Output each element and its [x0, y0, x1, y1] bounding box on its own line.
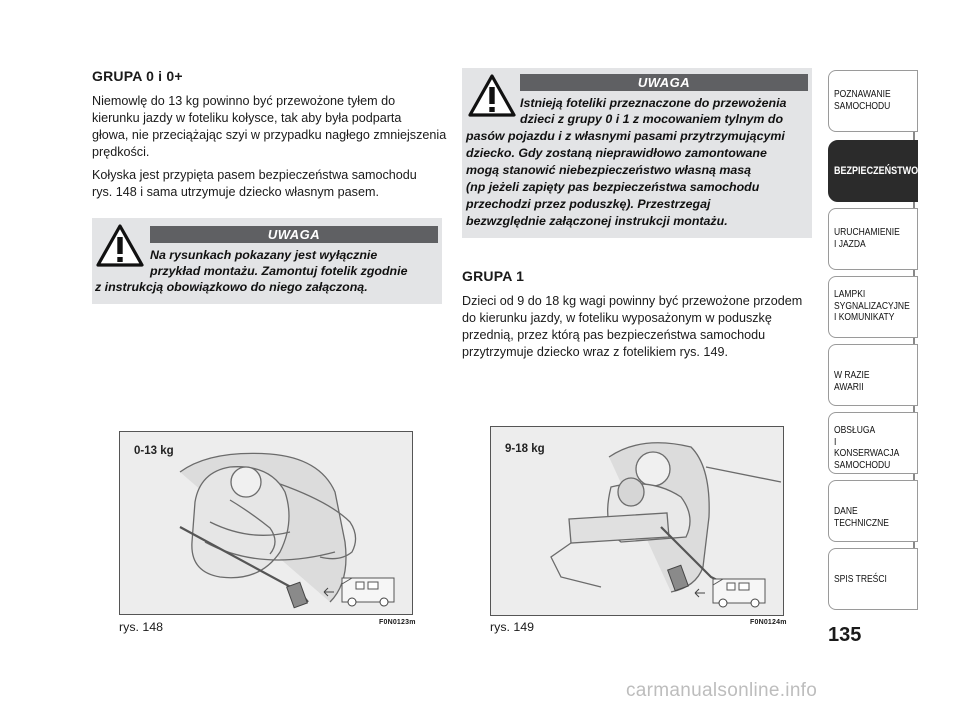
tab-label: SPIS TREŚCI — [834, 574, 887, 585]
text-line: Niemowlę do 13 kg powinno być przewożone tyłem do — [92, 94, 396, 108]
tab-label: OBSŁUGA I KONSERWACJA SAMOCHODU — [834, 425, 900, 471]
warning-triangle-icon — [468, 74, 516, 123]
text-line: do kierunku jazdy, w foteliku wyposażonym w poduszkę — [462, 311, 772, 325]
warning-line: przechodzi przez poduszkę). Przestrzegaj — [466, 197, 711, 211]
warning-line: Na rysunkach pokazany jest wyłącznie — [150, 248, 378, 262]
tab-label: W RAZIE AWARII — [834, 370, 870, 393]
infant-carrier-illustration — [120, 432, 412, 614]
child-seat-illustration — [491, 427, 783, 615]
warning-title: UWAGA — [520, 74, 808, 91]
page-number: 135 — [828, 624, 862, 646]
watermark: carmanualsonline.info — [626, 680, 818, 701]
figure-148-caption: rys. 148 — [119, 620, 164, 634]
warning-title: UWAGA — [150, 226, 438, 243]
figure-148-infant-carrier — [119, 431, 413, 615]
tab-label: BEZPIECZEŃSTWO — [834, 165, 919, 177]
tab-spis-tresci[interactable] — [828, 548, 918, 610]
van-icon — [695, 579, 765, 607]
tab-dane-techniczne[interactable] — [828, 480, 918, 542]
text-line: przednią, przez którą pas bezpieczeństwa samochodu — [462, 328, 766, 342]
text-line: Dzieci od 9 do 18 kg wagi powinny być przewożone przodem — [462, 294, 803, 308]
warning-triangle-icon — [96, 224, 144, 273]
tab-bezpieczenstwo[interactable] — [828, 140, 918, 202]
figure-148-code: F0N0123m — [379, 619, 416, 626]
figure-149-caption: rys. 149 — [490, 620, 535, 634]
warning-box-left — [92, 218, 442, 304]
text-line: kierunku jazdy w foteliku kołysce, tak aby była podparta — [92, 111, 402, 125]
group-0-heading: GRUPA 0 i 0+ — [92, 68, 183, 84]
weight-label: 9-18 kg — [505, 443, 545, 455]
warning-line: dziecko. Gdy zostaną nieprawidłowo zamontowane — [466, 146, 767, 160]
figure-149-child-seat — [490, 426, 784, 616]
tab-lampki-sygnalizacyjne[interactable] — [828, 276, 918, 338]
tab-obsluga-i-konserwacja[interactable] — [828, 412, 918, 474]
tab-label: URUCHAMIENIE I JAZDA — [834, 227, 900, 250]
warning-line: (np jeżeli zapięty pas bezpieczeństwa samochodu — [466, 180, 760, 194]
warning-line: bezwzględnie załączonej instrukcji montażu. — [466, 214, 728, 228]
tab-label: LAMPKI SYGNALIZACYJNE I KOMUNIKATY — [834, 289, 910, 323]
tab-poznawanie-samochodu[interactable] — [828, 70, 918, 132]
figure-149-code: F0N0124m — [750, 619, 787, 626]
weight-label: 0-13 kg — [134, 445, 174, 457]
text-line: przytrzymuje dziecko wraz z fotelikiem rys. 149. — [462, 345, 728, 359]
text-line: Kołyska jest przypięta pasem bezpieczeństwa samochodu — [92, 168, 417, 182]
group-0-paragraph-1 — [92, 93, 446, 161]
group-1-heading: GRUPA 1 — [462, 268, 525, 284]
text-line: głowa, nie przeciążając szyi w przypadku nagłego zmniejszenia — [92, 128, 447, 142]
warning-line: dzieci z grupy 0 i 1 z mocowaniem tylnym do — [520, 112, 784, 126]
text-line: prędkości. — [92, 145, 150, 159]
warning-box-right — [462, 68, 812, 238]
group-0-paragraph-2 — [92, 167, 417, 201]
warning-line: z instrukcją obowiązkowo do niego załączoną. — [95, 280, 368, 294]
tab-label: POZNAWANIE SAMOCHODU — [834, 89, 891, 112]
warning-line: pasów pojazdu i z własnymi pasami przytrzymującymi — [466, 129, 785, 143]
text-line: rys. 148 i sama utrzymuje dziecko własnym pasem. — [92, 185, 379, 199]
tab-w-razie-awarii[interactable] — [828, 344, 918, 406]
warning-line: mogą stanowić niebezpieczeństwo własną masą — [466, 163, 752, 177]
tab-label: DANE TECHNICZNE — [834, 506, 889, 529]
warning-line: przykład montażu. Zamontuj fotelik zgodnie — [150, 264, 408, 278]
tab-uruchamienie-i-jazda[interactable] — [828, 208, 918, 270]
warning-line: Istnieją foteliki przeznaczone do przewożenia — [520, 96, 787, 110]
group-1-paragraph — [462, 293, 802, 361]
